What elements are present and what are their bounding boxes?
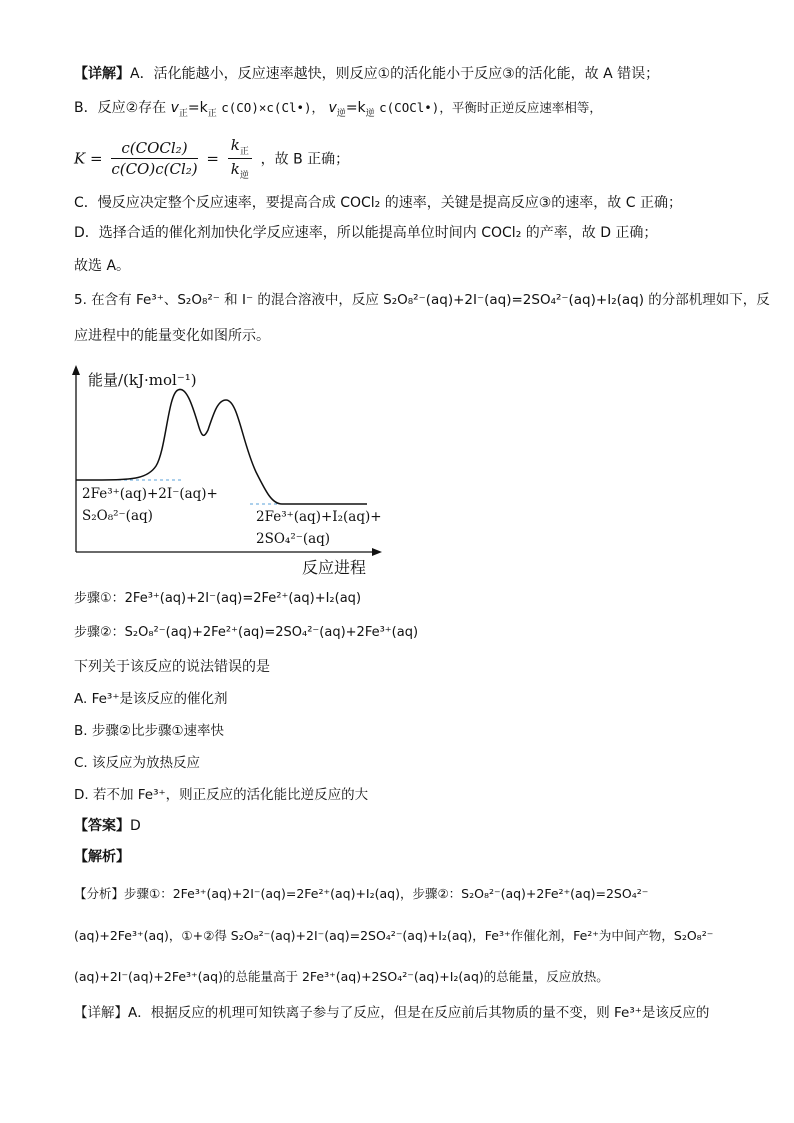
x-axis-label: 反应进程	[302, 558, 367, 577]
detail-line-d: D．选择合适的催化剂加快化学反应速率，所以能提高单位时间内 COCl₂ 的产率，故 D 正确；	[74, 225, 658, 241]
analysis-line-1: 【分析】步骤①：2Fe³⁺(aq)+2I⁻(aq)=2Fe²⁺(aq)+I₂(aq)，步骤②：S₂O₈²⁻(aq)+2Fe²⁺(aq)=2SO₄²⁻	[74, 886, 649, 901]
step-2: 步骤②：S₂O₈²⁻(aq)+2Fe²⁺(aq)=2SO₄²⁻(aq)+2Fe³⁺(aq)	[74, 625, 419, 640]
line-b-prefix: B．反应②存在	[74, 100, 167, 116]
question-prompt: 下列关于该反应的说法错误的是	[74, 659, 270, 675]
reactant-label-line1: 2Fe³⁺(aq)+2I⁻(aq)+	[82, 486, 218, 502]
option-a: A. Fe³⁺是该反应的催化剂	[74, 691, 228, 707]
answer-tag: 【答案】	[74, 818, 130, 834]
v-forward-sub: 正	[178, 108, 188, 119]
reactant-label-line2: S₂O₈²⁻(aq)	[82, 508, 153, 524]
analysis-line-2: (aq)+2Fe³⁺(aq)，①+②得 S₂O₈²⁻(aq)+2I⁻(aq)=2SO₄²⁻(aq)+I₂(aq)，Fe³⁺作催化剂，Fe²⁺为中间产物，S₂O₈²⁻	[74, 928, 714, 943]
conclusion-line: 故选 A。	[74, 258, 131, 274]
detail-line-a-q5: 【详解】A．根据反应的机理可知铁离子参与了反应，但是在反应前后其物质的量不变，则 Fe³⁺是该反应的	[74, 1005, 710, 1021]
detail-a-text: A．活化能越小，反应速率越快，则反应①的活化能小于反应③的活化能，故 A 错误；	[130, 66, 660, 82]
v-forward: v	[170, 100, 179, 116]
energy-profile-diagram	[62, 362, 392, 580]
product-label-line2: 2SO₄²⁻(aq)	[256, 531, 331, 547]
fraction-rate-constants	[228, 136, 252, 181]
question-5-stem-line1: 5. 在含有 Fe³⁺、S₂O₈²⁻ 和 I⁻ 的混合溶液中，反应 S₂O₈²⁻(aq)+2I⁻(aq)=2SO₄²⁻(aq)+I₂(aq) 的分部机理如下，反	[74, 292, 770, 308]
option-b: B. 步骤②比步骤①速率快	[74, 723, 225, 739]
answer-line	[74, 816, 141, 836]
y-axis-arrow	[72, 365, 80, 375]
product-label-line1: 2Fe³⁺(aq)+I₂(aq)+	[256, 509, 382, 525]
fraction-denominator: c(CO)c(Cl₂)	[111, 160, 198, 178]
detail-line-b	[74, 98, 602, 124]
k-forward: =k	[187, 100, 208, 116]
v-reverse: v	[328, 100, 337, 116]
fraction-tail: ，故 B 正确；	[260, 151, 350, 168]
k-reverse-sub: 逆	[365, 108, 375, 119]
analysis-line-3: (aq)+2I⁻(aq)+2Fe³⁺(aq)的总能量高于 2Fe³⁺(aq)+2SO₄²⁻(aq)+I₂(aq)的总能量，反应放热。	[74, 969, 609, 984]
rate-forward-expr: c(CO)×c(Cl•)，	[221, 100, 325, 115]
question-5-stem-line2: 应进程中的能量变化如图所示。	[74, 328, 270, 344]
k-label: K =	[74, 149, 103, 168]
detail-line-c: C．慢反应决定整个反应速率，要提高合成 COCl₂ 的速率，关键是提高反应③的速率，故 C 正确；	[74, 195, 682, 211]
detail-tag: 【详解】	[74, 66, 130, 82]
k-forward-num-sub: 正	[239, 147, 249, 157]
answer-value: D	[130, 818, 141, 834]
step-1: 步骤①：2Fe³⁺(aq)+2I⁻(aq)=2Fe²⁺(aq)+I₂(aq)	[74, 591, 362, 606]
equilibrium-constant-formula: K = $\frac{\text{c(COCl₂)}}{\text{c(CO)c(Cl₂)}}$ = $\frac{k_正}{k_逆}$ ，故 B 正确；	[74, 136, 350, 181]
k-forward-num: k	[230, 136, 240, 154]
detail-line-a	[74, 64, 659, 84]
analysis-tag: 【解析】	[74, 849, 130, 865]
k-reverse-den: k	[230, 160, 240, 178]
rate-reverse-expr: c(COCl•)，平衡时正逆反应速率相等，	[379, 100, 602, 115]
fraction-numerator: c(COCl₂)	[111, 139, 197, 159]
y-axis-label: 能量/(kJ·mol⁻¹)	[88, 371, 197, 389]
k-forward-sub: 正	[207, 108, 217, 119]
x-axis-arrow	[372, 548, 382, 556]
fraction-concentration	[111, 139, 197, 178]
v-reverse-sub: 逆	[336, 108, 346, 119]
option-d: D. 若不加 Fe³⁺，则正反应的活化能比逆反应的大	[74, 787, 369, 803]
option-c: C. 该反应为放热反应	[74, 755, 201, 771]
k-reverse-den-sub: 逆	[239, 171, 249, 181]
k-reverse: =k	[345, 100, 366, 116]
